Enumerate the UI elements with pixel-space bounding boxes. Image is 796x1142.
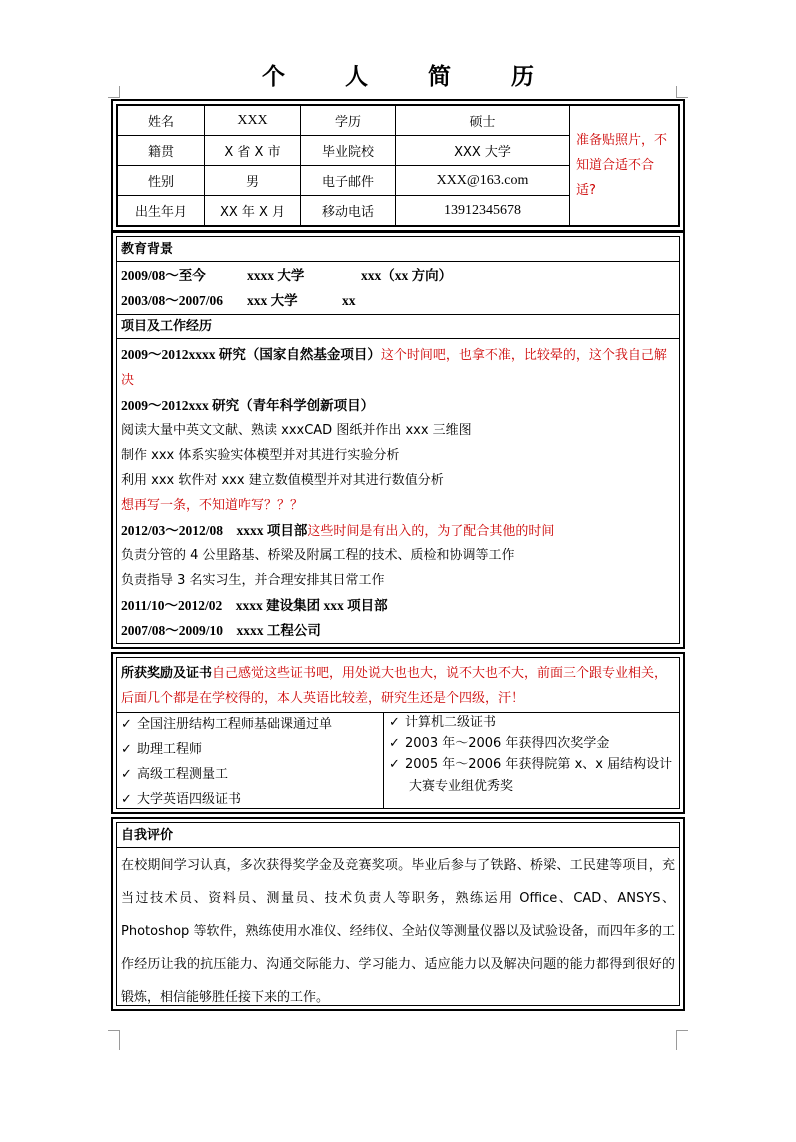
annotation-note: 这个时间吧，也拿不准，比较晕的，这个我自己解决: [121, 348, 667, 388]
certificate-item: ✓ 助理工程师: [121, 739, 381, 761]
basic-info-section: [111, 99, 685, 232]
education-period: 2009/08～至今: [121, 268, 206, 283]
self-evaluation-heading: 自我评价: [117, 823, 679, 848]
certificate-list: [117, 712, 679, 808]
experience-heading: 项目及工作经历: [117, 314, 679, 339]
birth-label: 出生年月: [118, 196, 205, 226]
experience-item: 阅读大量中英文文献、熟读 xxxCAD 图纸并作出 xxx 三维图: [121, 423, 472, 438]
awards-heading-block: [121, 661, 675, 711]
birth-value: XX 年 X 月: [205, 196, 301, 226]
phone-value: 13912345678: [396, 196, 570, 226]
degree-value: 硕士: [396, 106, 570, 136]
job-title: 2012/03～2012/08 xxxx 项目部: [121, 523, 308, 538]
experience-item: 制作 xxx 体系实验实体模型并对其进行实验分析: [121, 448, 400, 463]
experience-entry: [121, 518, 675, 543]
annotation-note: 自己感觉这些证书吧，用处说大也也大，说不大也不大，前面三个跟专业相关，后面几个都是在学校得的，本人英语比较差，研究生还是个四级，汗！: [121, 666, 668, 706]
name-label: 姓名: [118, 106, 205, 136]
education-major: xxx（xx 方向）: [361, 268, 453, 283]
education-heading: 教育背景: [117, 237, 679, 262]
checkmark-icon: ✓: [121, 742, 132, 757]
education-row: [121, 263, 675, 288]
certificate-column-left: [117, 712, 384, 808]
checkmark-icon: ✓: [121, 767, 132, 782]
education-school: xxx 大学: [247, 293, 298, 308]
school-label: 毕业院校: [301, 136, 396, 166]
experience-entry: [121, 342, 675, 393]
native-value: X 省 X 市: [205, 136, 301, 166]
checkmark-icon: ✓: [121, 717, 132, 732]
degree-label: 学历: [301, 106, 396, 136]
gender-label: 性别: [118, 166, 205, 196]
experience-item: 利用 xxx 软件对 xxx 建立数值模型并对其进行数值分析: [121, 473, 444, 488]
job-title: 2007/08～2009/10 xxxx 工程公司: [121, 623, 321, 638]
education-row: [121, 288, 675, 313]
certificate-item: ✓ 高级工程测量工: [121, 764, 381, 786]
self-evaluation-section: [111, 817, 685, 1011]
checkmark-icon: ✓: [121, 792, 132, 807]
page-corner-mark: [676, 1030, 688, 1050]
phone-label: 移动电话: [301, 196, 396, 226]
email-label: 电子邮件: [301, 166, 396, 196]
page-corner-mark: [108, 1030, 120, 1050]
resume-title: 个 人 简 历: [261, 64, 561, 90]
awards-section: [111, 652, 685, 814]
project-title: 2009～2012xxx 研究（青年科学创新项目）: [121, 398, 375, 413]
annotation-note: 这些时间是有出入的，为了配合其他的时间: [307, 524, 555, 539]
education-school: xxxx 大学: [247, 268, 305, 283]
checkmark-icon: ✓: [389, 757, 400, 772]
native-label: 籍贯: [118, 136, 205, 166]
school-value: XXX 大学: [396, 136, 570, 166]
job-title: 2011/10～2012/02 xxxx 建设集团 xxx 项目部: [121, 598, 388, 613]
email-value: XXX@163.com: [396, 166, 570, 196]
self-evaluation-text: 在校期间学习认真，多次获得奖学金及竞赛奖项。毕业后参与了铁路、桥梁、工民建等项目，充当过技术员、资料员、测量员、技术负责人等职务，熟练运用 Office、CAD、ANSYS、Photoshop 等软件，熟练使用水准仪、经纬仪、全站仪等测量仪器以及试验设备，而四年多的工作经历让我的抗压能力、沟通交际能力、学习能力、适应能力以及解决问题的能力都得到很好的锻炼，相信能够胜任接下来的工作。: [121, 858, 675, 1005]
project-title: 2009～2012xxxx 研究（国家自然基金项目）: [121, 347, 381, 362]
certificate-column-right: [385, 712, 679, 808]
certificate-item: ✓ 2003 年～2006 年获得四次奖学金: [389, 733, 677, 755]
education-major: xx: [342, 293, 356, 308]
certificate-item: ✓ 大学英语四级证书: [121, 789, 381, 811]
certificate-item: ✓ 2005 年～2006 年获得院第 x、x 届结构设计大赛专业组优秀奖: [389, 754, 677, 798]
experience-item: 负责指导 3 名实习生，并合理安排其日常工作: [121, 573, 385, 588]
name-value: XXX: [205, 106, 301, 136]
experience-item: 负责分管的 4 公里路基、桥梁及附属工程的技术、质检和协调等工作: [121, 548, 515, 563]
photo-placeholder: 准备贴照片，不知道合适不合适?: [570, 106, 679, 226]
basic-info-table: [117, 105, 679, 226]
certificate-item: ✓ 计算机二级证书: [389, 712, 677, 734]
gender-value: 男: [205, 166, 301, 196]
checkmark-icon: ✓: [389, 736, 400, 751]
checkmark-icon: ✓: [389, 715, 400, 730]
annotation-note: 想再写一条，不知道咋写？？？: [121, 498, 304, 513]
education-period: 2003/08～2007/06: [121, 293, 224, 308]
education-experience-section: [111, 231, 685, 649]
certificate-item: ✓ 全国注册结构工程师基础课通过单: [121, 714, 381, 736]
awards-heading: 所获奖励及证书: [121, 666, 213, 681]
